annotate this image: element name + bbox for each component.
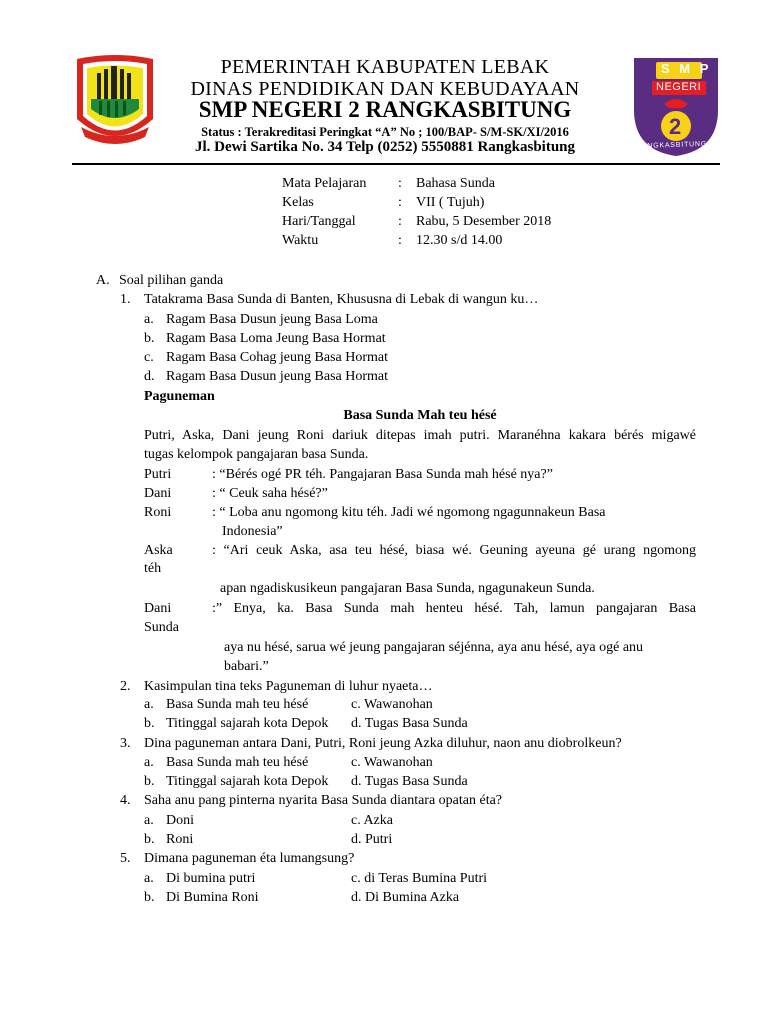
question-text: Dina paguneman antara Dani, Putri, Roni jeung Azka diluhur, naon anu diobrolkeun? xyxy=(144,736,622,751)
option-key: d. xyxy=(144,369,155,384)
header-divider xyxy=(72,163,720,165)
question-number: 1. xyxy=(120,292,131,307)
speaker-line: : “Ari ceuk Aska, asa teu hésé, biasa wé. Geuning ayeuna gé urang ngomong xyxy=(212,543,696,558)
speaker-line: : “ Ceuk saha hésé?” xyxy=(212,486,328,501)
speaker-line: :” Enya, ka. Basa Sunda mah henteu hésé. Tah, lamun pangajaran Basa xyxy=(212,601,696,616)
speaker-line-cont: Indonesia” xyxy=(222,524,283,539)
option-key: c. xyxy=(144,350,154,365)
option-text: d. Tugas Basa Sunda xyxy=(351,716,468,731)
question-number: 5. xyxy=(120,851,131,866)
option-text: Ragam Basa Dusun jeung Basa Loma xyxy=(166,312,378,327)
option-text: Ragam Basa Loma Jeung Basa Hormat xyxy=(166,331,386,346)
question-text: Tatakrama Basa Sunda di Banten, Khususna di Lebak di wangun ku… xyxy=(144,292,539,307)
option-key: a. xyxy=(144,697,154,712)
option-text: d. Putri xyxy=(351,832,393,847)
speaker-line: : “Bérés ogé PR téh. Pangajaran Basa Sunda mah hésé nya?” xyxy=(212,467,553,482)
option-text: Roni xyxy=(166,832,194,847)
option-text: Ragam Basa Dusun jeung Basa Hormat xyxy=(166,369,389,384)
option-text: Titinggal sajarah kota Depok xyxy=(166,774,329,789)
option-key: b. xyxy=(144,331,155,346)
info-label: Waktu xyxy=(282,233,319,248)
info-value: VII ( Tujuh) xyxy=(416,195,485,210)
speaker-name: Dani xyxy=(144,486,172,501)
question-text: Dimana paguneman éta lumangsung? xyxy=(144,851,355,866)
speaker-name: Putri xyxy=(144,467,172,482)
school-address: Jl. Dewi Sartika No. 34 Telp (0252) 5550881 Rangkasbitung xyxy=(194,139,576,155)
logo-negeri-text: NEGERI xyxy=(656,81,702,93)
question-text: Saha anu pang pinterna nyarita Basa Sunda diantara opatan éta? xyxy=(144,793,503,808)
header-department: DINAS PENDIDIKAN DAN KEBUDAYAAN xyxy=(190,78,580,100)
speaker-line-cont: babari.” xyxy=(224,659,269,674)
section-title: Soal pilihan ganda xyxy=(119,273,224,288)
speaker-line: : “ Loba anu ngomong kitu téh. Jadi wé ngomong ngagunnakeun Basa xyxy=(212,505,606,520)
option-key: b. xyxy=(144,774,155,789)
info-colon: : xyxy=(398,233,402,248)
info-colon: : xyxy=(398,195,402,210)
speaker-name: Aska xyxy=(144,543,173,558)
option-text: d. Di Bumina Azka xyxy=(351,890,460,905)
option-key: a. xyxy=(144,312,154,327)
section-marker: A. xyxy=(96,273,110,288)
logo-arc-text: RANGKASBITUNG xyxy=(635,140,708,151)
info-value: Rabu, 5 Desember 2018 xyxy=(416,214,552,229)
question-number: 4. xyxy=(120,793,131,808)
logo-number-text: 2 xyxy=(669,114,682,139)
header-government: PEMERINTAH KABUPATEN LEBAK xyxy=(220,56,550,78)
school-name: SMP NEGERI 2 RANGKASBITUNG xyxy=(198,97,572,122)
option-key: a. xyxy=(144,755,154,770)
logo-smp-text: S M P xyxy=(661,61,712,76)
option-text: Basa Sunda mah teu hésé xyxy=(166,755,309,770)
option-key: b. xyxy=(144,716,155,731)
info-label: Mata Pelajaran xyxy=(282,176,367,191)
option-text: c. Azka xyxy=(351,813,393,828)
info-label: Kelas xyxy=(282,195,314,210)
lebak-regency-emblem xyxy=(73,53,157,153)
option-key: b. xyxy=(144,890,155,905)
info-value: 12.30 s/d 14.00 xyxy=(416,233,503,248)
option-text: c. di Teras Bumina Putri xyxy=(351,871,488,886)
option-text: c. Wawanohan xyxy=(351,697,433,712)
info-colon: : xyxy=(398,176,402,191)
dialog-title: Basa Sunda Mah teu hésé xyxy=(343,408,497,423)
option-text: Titinggal sajarah kota Depok xyxy=(166,716,329,731)
question-number: 3. xyxy=(120,736,131,751)
dialog-intro-line1: Putri, Aska, Dani jeung Roni dariuk ditepas imah putri. Maranéhna kakara bérés migawé xyxy=(144,428,696,443)
info-label: Hari/Tanggal xyxy=(282,214,356,229)
speaker-name: Dani xyxy=(144,601,172,616)
speaker-line-cont: aya nu hésé, sarua wé jeung pangajaran séjénna, aya anu hésé, aya ogé anu xyxy=(224,640,644,655)
option-key: a. xyxy=(144,871,154,886)
option-text: Doni xyxy=(166,813,194,828)
speaker-line-cont: Sunda xyxy=(144,620,179,635)
option-text: d. Tugas Basa Sunda xyxy=(351,774,468,789)
option-key: b. xyxy=(144,832,155,847)
dialog-intro-line2: tugas kelompok pangajaran basa Sunda. xyxy=(144,447,369,462)
smp-negeri-2-logo xyxy=(630,54,722,158)
speaker-name: Roni xyxy=(144,505,172,520)
accreditation-status: Status : Terakreditasi Peringkat “A” No ; 100/BAP- S/M-SK/XI/2016 xyxy=(201,125,569,139)
question-number: 2. xyxy=(120,679,131,694)
speaker-line-cont: apan ngadiskusikeun pangajaran Basa Sunda, ngagunakeun Sunda. xyxy=(220,581,595,596)
option-text: Basa Sunda mah teu hésé xyxy=(166,697,309,712)
option-text: Di Bumina Roni xyxy=(166,890,259,905)
option-text: c. Wawanohan xyxy=(351,755,433,770)
speaker-line-cont: téh xyxy=(144,561,162,576)
info-colon: : xyxy=(398,214,402,229)
option-text: Di bumina putri xyxy=(166,871,256,886)
dialog-heading: Paguneman xyxy=(144,389,215,404)
option-key: a. xyxy=(144,813,154,828)
option-text: Ragam Basa Cohag jeung Basa Hormat xyxy=(166,350,389,365)
question-text: Kasimpulan tina teks Paguneman di luhur nyaeta… xyxy=(144,679,433,694)
info-value: Bahasa Sunda xyxy=(416,176,495,191)
